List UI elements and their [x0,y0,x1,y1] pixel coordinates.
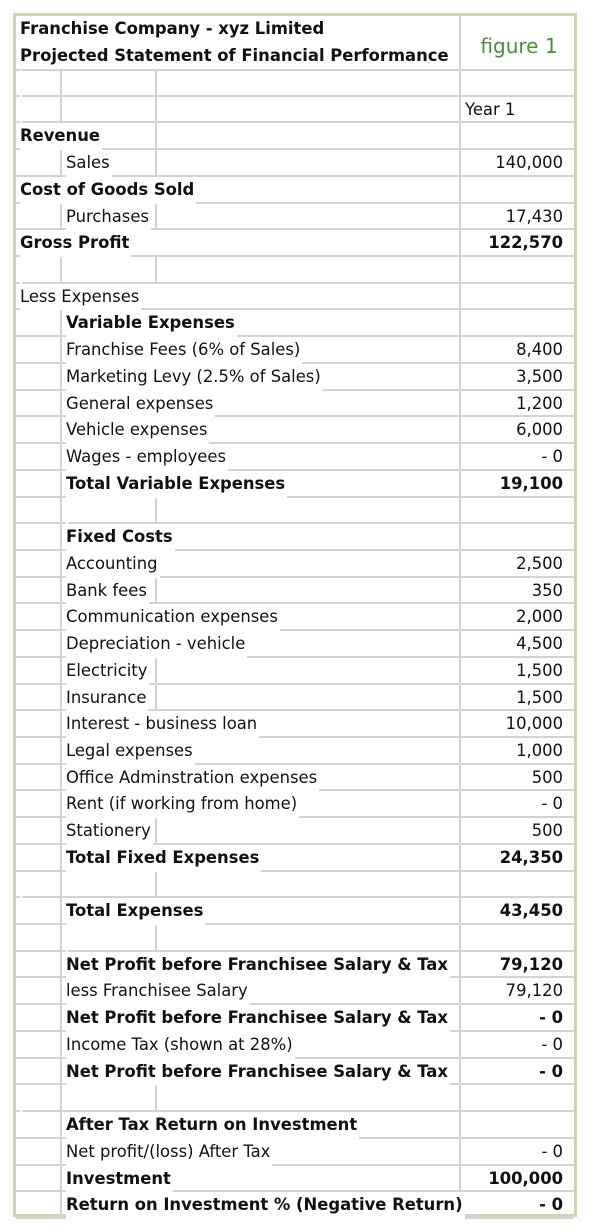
column-divider [60,391,62,418]
statement-row [16,97,574,124]
statement-row [16,818,574,845]
row-value: 17,430 [505,206,563,226]
row-label [20,257,22,284]
column-divider [60,898,62,925]
row-value: - 0 [541,1034,563,1054]
statement-row [16,685,574,712]
row-value [461,1085,574,1112]
row-label: Wages - employees [66,444,228,471]
row-value: 1,200 [516,393,563,413]
statement-row [16,524,574,551]
row-label: General expenses [66,391,215,418]
row-value: 4,500 [516,634,563,654]
row-value: 1,000 [516,741,563,760]
statement-row [16,230,574,257]
column-divider [60,791,62,818]
statement-row [16,391,574,418]
row-value: 500 [531,767,563,787]
row-value [461,123,574,150]
column-divider [60,97,62,124]
statement-row [16,551,574,578]
row-label: Income Tax (shown at 28%) [66,1032,295,1059]
column-divider [155,1085,157,1112]
row-label: Cost of Goods Sold [20,177,196,204]
column-divider [60,551,62,578]
row-label: Interest - business loan [66,711,259,738]
column-divider [60,1032,62,1059]
column-divider [60,310,62,337]
row-label: Bank fees [66,578,149,605]
row-value: - 0 [539,1195,563,1215]
row-label: Net Profit before Franchisee Salary & Tax [66,1005,450,1032]
row-label: Investment [66,1166,173,1193]
row-label [20,97,22,124]
row-label: Total Fixed Expenses [66,845,261,872]
column-divider [60,818,62,845]
row-value: Year 1 [465,99,516,119]
statement-row [16,70,574,97]
statement-row [16,765,574,792]
row-label: Net profit/(loss) After Tax [66,1139,272,1166]
column-divider [60,845,62,872]
column-divider [60,337,62,364]
row-label: Less Expenses [20,284,141,311]
row-label: Legal expenses [66,738,195,765]
column-divider [155,70,157,97]
statement-title: Projected Statement of Financial Performance [20,46,449,65]
row-value: 122,570 [488,233,563,253]
row-value: 1,500 [516,687,563,707]
column-divider [60,524,62,551]
row-label: Net Profit before Franchisee Salary & Tax [66,952,450,979]
column-divider [155,97,157,124]
row-label: Electricity [66,658,149,685]
row-label: Insurance [66,685,148,712]
column-divider [60,150,62,177]
column-divider [60,1005,62,1032]
column-divider [60,417,62,444]
row-label: Depreciation - vehicle [66,631,247,658]
row-value: 140,000 [495,153,563,173]
statement-row [16,150,574,177]
row-label [20,70,22,97]
row-value [461,1112,574,1139]
row-label: Revenue [20,123,102,150]
column-divider [60,978,62,1005]
column-divider [60,631,62,658]
column-divider [60,658,62,685]
row-value [461,925,574,952]
column-divider [60,471,62,498]
statement-row [16,498,574,525]
row-value [461,310,574,337]
figure-label: figure 1 [480,34,558,58]
row-value: 43,450 [499,901,563,921]
statement-row [16,1112,574,1139]
statement-row [16,1005,574,1032]
statement-row [16,711,574,738]
column-divider [155,872,157,899]
column-divider [155,204,157,231]
row-value [461,524,574,551]
row-label [20,872,22,899]
statement-row [16,578,574,605]
row-label: Return on Investment % (Negative Return) [66,1192,465,1219]
company-title: Franchise Company - xyz Limited [20,19,325,38]
column-divider [60,711,62,738]
column-divider [60,685,62,712]
statement-row [16,1032,574,1059]
statement-row [16,1166,574,1193]
row-label [66,925,68,952]
row-value: 19,100 [499,473,563,493]
column-divider [60,1112,62,1139]
row-label: Vehicle expenses [66,417,209,444]
row-label: Accounting [66,551,160,578]
row-value [461,257,574,284]
row-value: 500 [531,821,563,841]
statement-row [16,978,574,1005]
column-divider [60,70,62,97]
statement-row [16,364,574,391]
statement-row [16,337,574,364]
statement-row [16,417,574,444]
statement-row [16,310,574,337]
row-value: 79,120 [505,981,563,1001]
row-value [461,177,574,204]
statement-row [16,284,574,311]
row-value [461,70,574,97]
row-label: Rent (if working from home) [66,791,299,818]
statement-row [16,658,574,685]
column-divider [155,685,157,712]
row-value: 10,000 [505,714,563,734]
row-label: Total Expenses [66,898,205,925]
column-divider [60,872,62,899]
row-value: 100,000 [488,1168,563,1188]
row-value: - 0 [539,1061,563,1081]
row-label: Franchise Fees (6% of Sales) [66,337,302,364]
row-value: - 0 [541,794,563,814]
row-value: 2,000 [516,607,563,627]
statement-row [16,1139,574,1166]
row-label: Purchases [66,204,151,231]
row-value: 8,400 [516,340,563,360]
row-label: Fixed Costs [66,524,175,551]
column-divider [60,1166,62,1193]
statement-row [16,444,574,471]
statement-row [16,898,574,925]
column-divider [60,444,62,471]
row-label: Variable Expenses [66,310,237,337]
column-divider [155,578,157,605]
statement-row [16,604,574,631]
column-divider [60,1059,62,1086]
financial-statement-table [13,13,577,1217]
column-divider [60,925,62,952]
figure-divider [459,16,461,70]
row-value: - 0 [539,1008,563,1028]
column-divider [60,1085,62,1112]
column-divider [60,204,62,231]
statement-row [16,738,574,765]
statement-row [16,123,574,150]
column-divider [155,498,157,525]
statement-row [16,845,574,872]
column-divider [155,925,157,952]
row-label: Total Variable Expenses [66,471,287,498]
row-value: 24,350 [499,847,563,867]
row-label: Stationery [66,818,153,845]
statement-row [16,204,574,231]
column-divider [155,150,157,177]
row-value [461,284,574,311]
statement-row [16,791,574,818]
row-value: 3,500 [516,366,563,386]
column-divider [60,1139,62,1166]
statement-row [16,631,574,658]
column-divider [60,257,62,284]
column-divider [155,818,157,845]
statement-row [16,1085,574,1112]
statement-row [16,257,574,284]
row-label: Gross Profit [20,230,131,257]
column-divider [60,1192,62,1219]
row-label: Communication expenses [66,604,280,631]
column-divider [60,578,62,605]
row-value: - 0 [541,447,563,467]
column-divider [155,658,157,685]
column-divider [60,498,62,525]
row-value: - 0 [541,1141,563,1161]
column-divider [60,765,62,792]
row-label: less Franchisee Salary [66,978,250,1005]
column-divider [60,364,62,391]
row-label [66,498,68,525]
row-label [20,1085,22,1112]
row-label: Marketing Levy (2.5% of Sales) [66,364,323,391]
row-value: 79,120 [499,954,563,974]
row-value [461,498,574,525]
statement-row [16,177,574,204]
statement-row [16,1192,574,1219]
column-divider [60,604,62,631]
row-label: Sales [66,150,112,177]
row-label: After Tax Return on Investment [66,1112,359,1139]
row-value: 350 [531,580,563,600]
row-label: Office Adminstration expenses [66,765,319,792]
row-label: Net Profit before Franchisee Salary & Tax [66,1059,450,1086]
row-value: 6,000 [516,420,563,440]
statement-row [16,872,574,899]
statement-row [16,1059,574,1086]
column-divider [155,257,157,284]
statement-row [16,471,574,498]
row-value: 1,500 [516,660,563,680]
row-value: 2,500 [516,553,563,573]
column-divider [155,123,157,150]
column-divider [60,738,62,765]
row-value [461,872,574,899]
column-divider [60,952,62,979]
statement-row [16,925,574,952]
statement-row [16,952,574,979]
